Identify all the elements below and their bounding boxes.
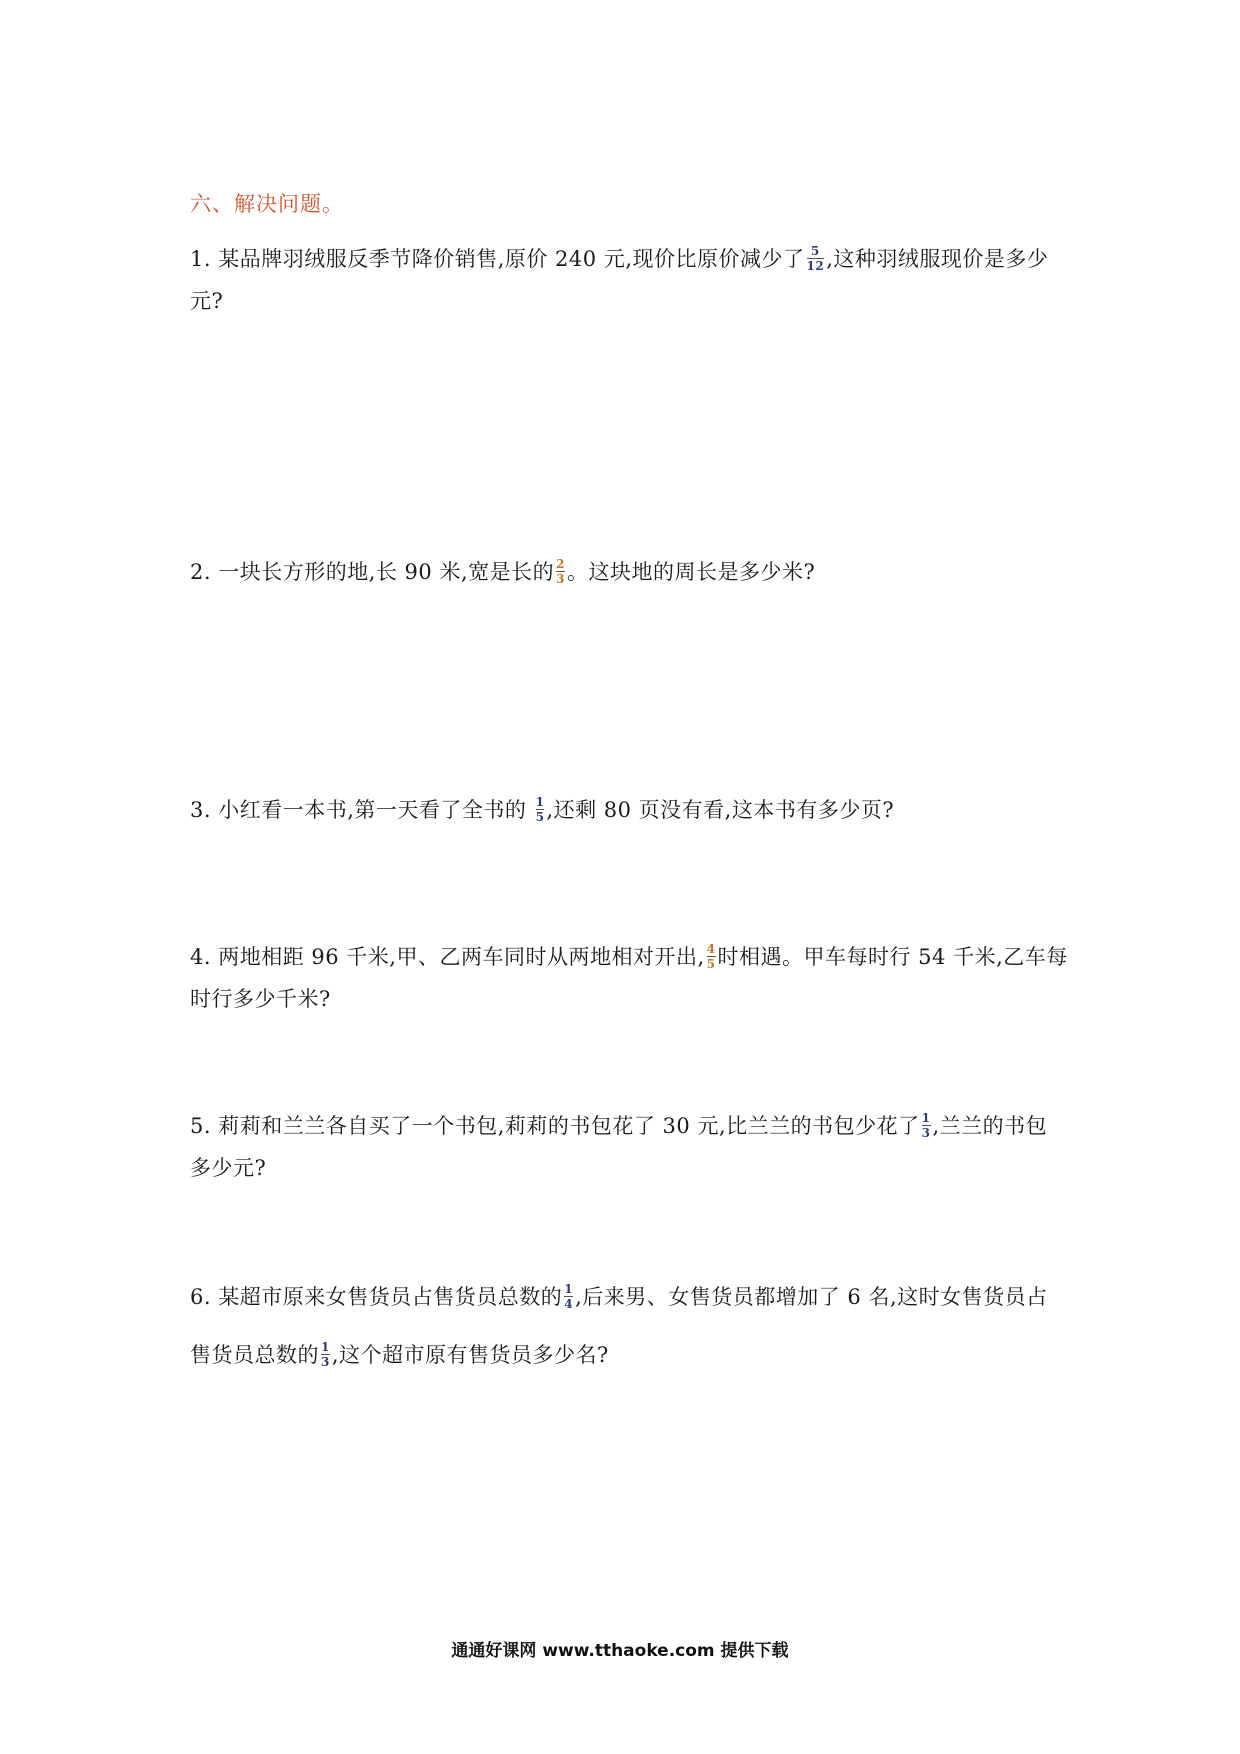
question-5-line-2: 多少元? <box>190 1156 267 1180</box>
question-3-line-1 <box>190 795 1060 825</box>
question-text: ,这种羽绒服现价是多少 <box>826 247 1049 271</box>
fraction-denominator: 5 <box>535 810 545 824</box>
question-2 <box>190 557 1060 587</box>
question-6 <box>190 1282 1060 1370</box>
question-4 <box>190 942 1068 1014</box>
question-1-line-2: 元? <box>190 289 224 313</box>
fraction-denominator: 3 <box>321 1355 330 1369</box>
fraction-denominator: 5 <box>706 957 716 971</box>
question-4-line-2: 时行多少千米? <box>190 987 331 1011</box>
fraction <box>707 943 716 970</box>
question-text: 售货员总数的 <box>190 1343 319 1367</box>
fraction-numerator: 1 <box>564 1282 574 1296</box>
fraction-denominator: 4 <box>564 1297 574 1311</box>
fraction <box>321 1341 330 1368</box>
fraction-numerator: 5 <box>810 244 820 258</box>
question-6-line-2 <box>190 1340 1060 1370</box>
question-2-line-1 <box>190 557 1060 587</box>
fraction-numerator: 1 <box>921 1111 931 1125</box>
question-text: ,这个超市原有售货员多少名? <box>331 1343 609 1367</box>
question-6-line-1 <box>190 1282 1060 1312</box>
question-text: 6. 某超市原来女售货员占售货员总数的 <box>190 1285 563 1309</box>
question-text: 2. 一块长方形的地,长 90 米,宽是长的 <box>190 560 555 584</box>
fraction <box>536 796 545 823</box>
question-text: ,后来男、女售货员都增加了 6 名,这时女售货员占 <box>575 1285 1048 1309</box>
footer-credit: 通通好课网 www.tthaoke.com 提供下载 <box>451 1641 789 1661</box>
section-title: 六、解决问题。 <box>190 192 344 216</box>
fraction-numerator: 1 <box>535 795 545 809</box>
fraction-numerator: 2 <box>556 557 565 571</box>
question-text: 1. 某品牌羽绒服反季节降价销售,原价 240 元,现价比原价减少了 <box>190 247 805 271</box>
fraction-denominator: 3 <box>921 1126 931 1140</box>
question-text: 5. 莉莉和兰兰各自买了一个书包,莉莉的书包花了 30 元,比兰兰的书包少花了 <box>190 1114 920 1138</box>
question-text: 。这块地的周长是多少米? <box>567 560 816 584</box>
question-5 <box>190 1111 1060 1183</box>
question-1 <box>190 244 1060 316</box>
question-text: 3. 小红看一本书,第一天看了全书的 <box>190 798 534 822</box>
fraction <box>922 1112 931 1139</box>
fraction <box>807 245 825 272</box>
question-1-line-1 <box>190 244 1060 274</box>
fraction <box>564 1283 573 1310</box>
question-text: 时相遇。甲车每时行 54 千米,乙车每 <box>717 945 1068 969</box>
question-text: 4. 两地相距 96 千米,甲、乙两车同时从两地相对开出, <box>190 945 705 969</box>
question-text: ,兰兰的书包 <box>932 1114 1048 1138</box>
question-text: ,还剩 80 页没有看,这本书有多少页? <box>546 798 895 822</box>
question-3 <box>190 795 1060 825</box>
fraction-numerator: 1 <box>321 1340 330 1354</box>
fraction-numerator: 4 <box>706 942 716 956</box>
fraction <box>556 558 565 585</box>
fraction-denominator: 12 <box>806 259 825 273</box>
fraction-denominator: 3 <box>556 572 565 586</box>
question-5-line-1 <box>190 1111 1060 1141</box>
question-4-line-1 <box>190 942 1068 972</box>
